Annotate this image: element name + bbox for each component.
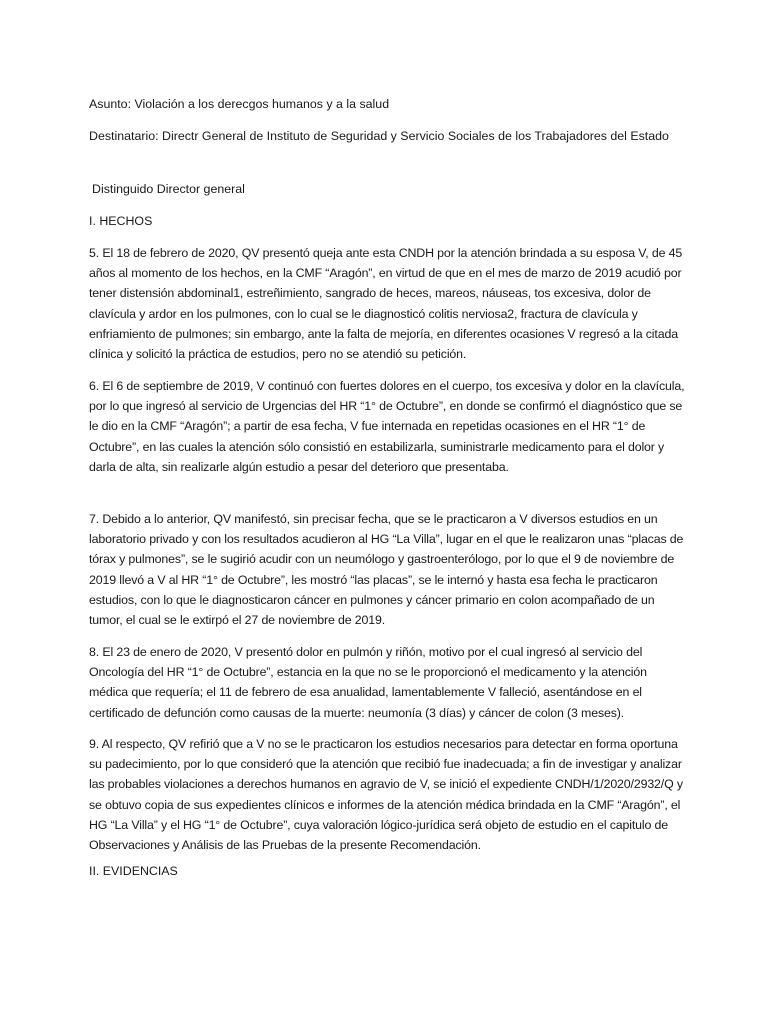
recipient-line: Destinatario: Directr General de Instituto de Seguridad y Servicio Sociales de los Trabajadores del Estado [89,129,669,143]
subject-line: Asunto: Violación a los derecgos humanos y a la salud [89,97,390,111]
paragraph-9: 9. Al respecto, QV refirió que a V no se le practicaron los estudios necesarios para detectar en forma oportuna su padecimiento, por lo que consideró que la atención que recibió fue inadecuada; a fin de investigar y analizar las probables violaciones a derechos humanos en agravio de V, se inició el expediente CNDH/1/2020/2932/Q y se obtuvo copia de sus expedientes clínicos e informes de la atención médica brindada en la CMF “Aragón”, el HG “La Villa” y el HG “1° de Octubre”, cuya valoración lógico-jurídica será objeto de estudio en el capitulo de Observaciones y Análisis de las Pruebas de la presente Recomendación. [89,737,683,853]
paragraph-5: 5. El 18 de febrero de 2020, QV presentó queja ante esta CNDH por la atención brindada a su esposa V, de 45 años al momento de los hechos, en la CMF “Aragón”, en virtud de que en el mes de marzo de 2019 acudió por tener distensión abdominal1, estreñimiento, sangrado de heces, mareos, náuseas, tos excesiva, dolor de clavícula y ardor en los pulmones, con lo cual se le diagnosticó colitis nerviosa2, fractura de clavícula y enfriamiento de pulmones; sin embargo, ante la falta de mejoría, en diferentes ocasiones V regresó a la citada clínica y solicitó la práctica de estudios, pero no se atendió su petición. [89,246,683,362]
paragraph-6: 6. El 6 de septiembre de 2019, V continuó con fuertes dolores en el cuerpo, tos excesiva y dolor en la clavícula, por lo que ingresó al servicio de Urgencias del HR “1° de Octubre”, en donde se confirmó el diagnóstico que se le dio en la CMF “Aragón”; a partir de esa fecha, V fue internada en repetidas ocasiones en el HR “1° de Octubre”, en las cuales la atención sólo consistió en estabilizarla, suministrarle medicamento para el dolor y darla de alta, sin realizarle algún estudio a pesar del deterioro que presentaba. [89,379,685,474]
paragraph-7: 7. Debido a lo anterior, QV manifestó, sin precisar fecha, que se le practicaron a V diversos estudios en un laboratorio privado y con los resultados acudieron al HG “La Villa”, lugar en el que le realizaron unas “placas de tórax y pulmones”, se le sugirió acudir con un neumólogo y gastroenterólogo, por lo que el 9 de noviembre de 2019 llevó a V al HR “1° de Octubre”, les mostró “las placas”, se le internó y hasta esa fecha le practicaron estudios, con lo que le diagnosticaron cáncer en pulmones y cáncer primario en colon acompañado de un tumor, el cual se le extirpó el 27 de noviembre de 2019. [89,512,684,628]
section-heading-hechos: I. HECHOS [89,214,153,228]
greeting-line: Distinguido Director general [92,182,245,196]
paragraph-8: 8. El 23 de enero de 2020, V presentó dolor en pulmón y riñón, motivo por el cual ingresó al servicio del Oncología del HR “1° de Octubre”, estancia en la que no se le proporcionó el medicamento y la atención médica que requería; el 11 de febrero de esa anualidad, lamentablemente V falleció, asentándose en el certificado de defunción como causas de la muerte: neumonía (3 días) y cáncer de colon (3 meses). [89,645,647,720]
section-heading-evidencias: II. EVIDENCIAS [89,864,178,878]
